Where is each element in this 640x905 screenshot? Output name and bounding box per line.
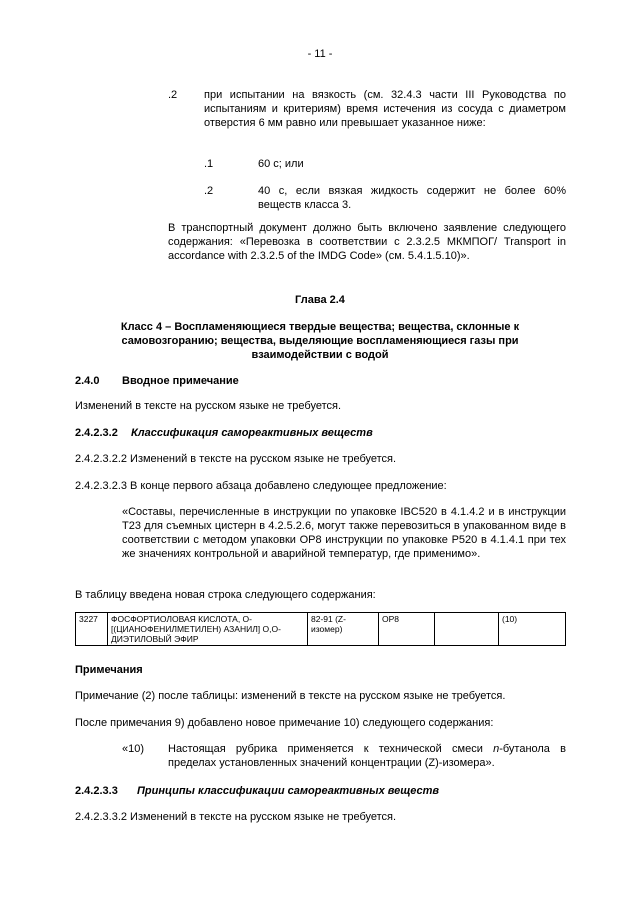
paragraph: Примечание (2) после таблицы: изменений в тексте на русском языке не требуется. (75, 690, 506, 702)
table-cell-substance: ФОСФОРТИОЛОВАЯ КИСЛОТА, О-[(ЦИАНОФЕНИЛМЕТИЛЕН) АЗАНИЛ] О,О-ДИЭТИЛОВЫЙ ЭФИР (108, 613, 308, 646)
list-marker: .2 (168, 89, 178, 101)
paragraph: 2.4.2.3.2.2 Изменений в тексте на русском языке не требуется. (75, 453, 397, 465)
paragraph: После примечания 9) добавлено новое примечание 10) следующего содержания: (75, 717, 494, 729)
section-number: 2.4.2.3.2 (75, 427, 118, 439)
transport-paragraph: В транспортный документ должно быть включено заявление следующего содержания: «Перевозка в соответствии с 2.3.2.5 МКМПОГ/ Transport in accordance with 2.3.2.5 of the IMDG Code» (см. 5.4.1.5.10)». (168, 222, 566, 262)
sublist-marker: .1 (204, 158, 214, 170)
table-cell-remarks: (10) (499, 613, 566, 646)
note-marker: «10) (122, 743, 145, 755)
list-item-text: при испытании на вязкость (см. 32.4.3 части III Руководства по испытаниям и критериям) время истечения из сосуда с диаметром отверстия 6 мм равно или превышает указанное ниже: (204, 89, 566, 129)
table-cell-concentration: 82-91 (Z-изомер) (308, 613, 379, 646)
note-text-part: -бутанола в пределах установленных значений концентрации (Z)-изомера». (168, 743, 566, 769)
sublist-marker: .2 (204, 185, 214, 197)
paragraph: В таблицу введена новая строка следующего содержания: (75, 589, 376, 601)
paragraph: Изменений в тексте на русском языке не требуется. (75, 400, 342, 412)
sublist-item-text: 40 с, если вязкая жидкость содержит не более 60% веществ класса 3. (258, 185, 566, 211)
page-number: - 11 - (307, 48, 333, 60)
table-row (76, 613, 566, 646)
chapter-title: Глава 2.4 (295, 294, 345, 306)
section-number: 2.4.2.3.3 (75, 785, 118, 797)
chapter-subtitle: Класс 4 – Воспламеняющиеся твердые вещества; вещества, склонные к самовозгоранию; вещества, выделяющие воспламеняющиеся газы при взаимодействии с водой (120, 321, 520, 361)
section-number: 2.4.0 (75, 375, 100, 387)
notes-heading: Примечания (75, 664, 143, 676)
table-cell-un-number: 3227 (76, 613, 108, 646)
data-table (75, 612, 566, 646)
paragraph: 2.4.2.3.2.3 В конце первого абзаца добавлено следующее предложение: (75, 480, 447, 492)
table-cell-empty (435, 613, 499, 646)
section-title: Вводное примечание (122, 375, 239, 387)
quote-paragraph: «Составы, перечисленные в инструкции по упаковке IBC520 в 4.1.4.2 и в инструкции T23 для съемных цистерн в 4.2.5.2.6, могут также перевозиться в упакованном виде в соответствии с методом упаковки OP8 инструкции по упаковке P520 в 4.1.4.1 при тех же значениях контрольной и аварийной температур, где применимо». (122, 506, 566, 560)
note-text-italic: n (493, 743, 500, 755)
section-title: Принципы классификации самореактивных веществ (137, 785, 440, 797)
paragraph: 2.4.2.3.3.2 Изменений в тексте на русском языке не требуется. (75, 811, 397, 823)
sublist-item-text: 60 с; или (258, 158, 304, 170)
note-text (168, 742, 566, 770)
note-text-part: Настоящая рубрика применяется к технической смеси (168, 743, 494, 755)
section-title: Классификация самореактивных веществ (131, 427, 373, 439)
table-cell-packing-method: OP8 (379, 613, 435, 646)
